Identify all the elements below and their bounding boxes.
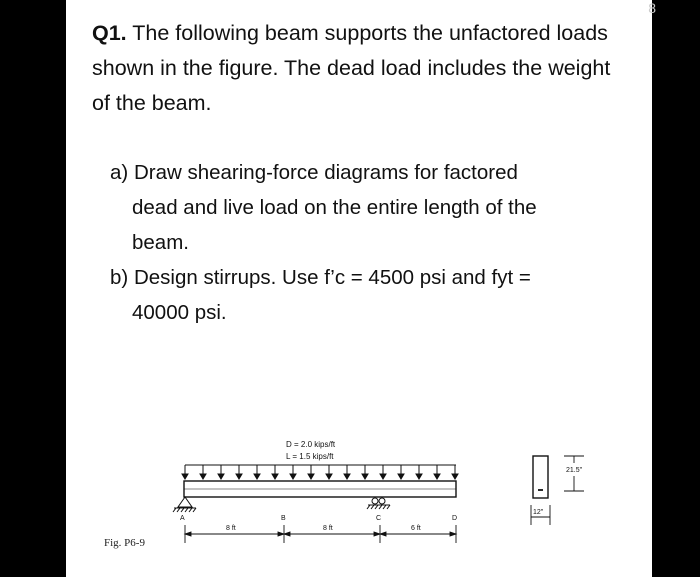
support-a-pin bbox=[173, 497, 196, 512]
part-a-line3: beam. bbox=[132, 231, 189, 254]
part-b-line2: 40000 psi. bbox=[132, 301, 227, 324]
point-b-label: B bbox=[281, 515, 286, 522]
span-cd-label: 6 ft bbox=[411, 525, 421, 532]
distributed-load-arrows bbox=[182, 465, 458, 479]
part-b-label: b) bbox=[110, 266, 129, 289]
corner-mark: 8 bbox=[648, 0, 656, 16]
dead-load-label: D = 2.0 kips/ft bbox=[286, 440, 336, 449]
part-a-line2: dead and live load on the entire length of the bbox=[132, 196, 537, 219]
part-a-label: a) bbox=[110, 161, 129, 184]
section-width-label: 12" bbox=[533, 509, 544, 516]
figure-label: Fig. P6-9 bbox=[104, 537, 145, 549]
support-c-roller bbox=[367, 498, 390, 509]
part-a-line1: Draw shearing-force diagrams for factored bbox=[133, 161, 518, 184]
beam-figure bbox=[66, 0, 652, 577]
span-bc-label: 8 ft bbox=[323, 525, 333, 532]
span-ab-label: 8 ft bbox=[226, 525, 236, 532]
question-body: The following beam supports the unfactored loads shown in the figure. The dead load includes the weight of the beam. bbox=[92, 21, 611, 115]
section-depth-label: 21.5" bbox=[566, 467, 583, 474]
point-a-label: A bbox=[180, 515, 185, 522]
question-number: Q1. bbox=[92, 21, 127, 45]
part-b-line1: Design stirrups. Use f’c = 4500 psi and fyt = bbox=[133, 266, 531, 289]
point-d-label: D bbox=[452, 515, 458, 522]
live-load-label: L = 1.5 kips/ft bbox=[286, 452, 334, 461]
document-page bbox=[66, 0, 656, 577]
point-c-label: C bbox=[376, 515, 382, 522]
